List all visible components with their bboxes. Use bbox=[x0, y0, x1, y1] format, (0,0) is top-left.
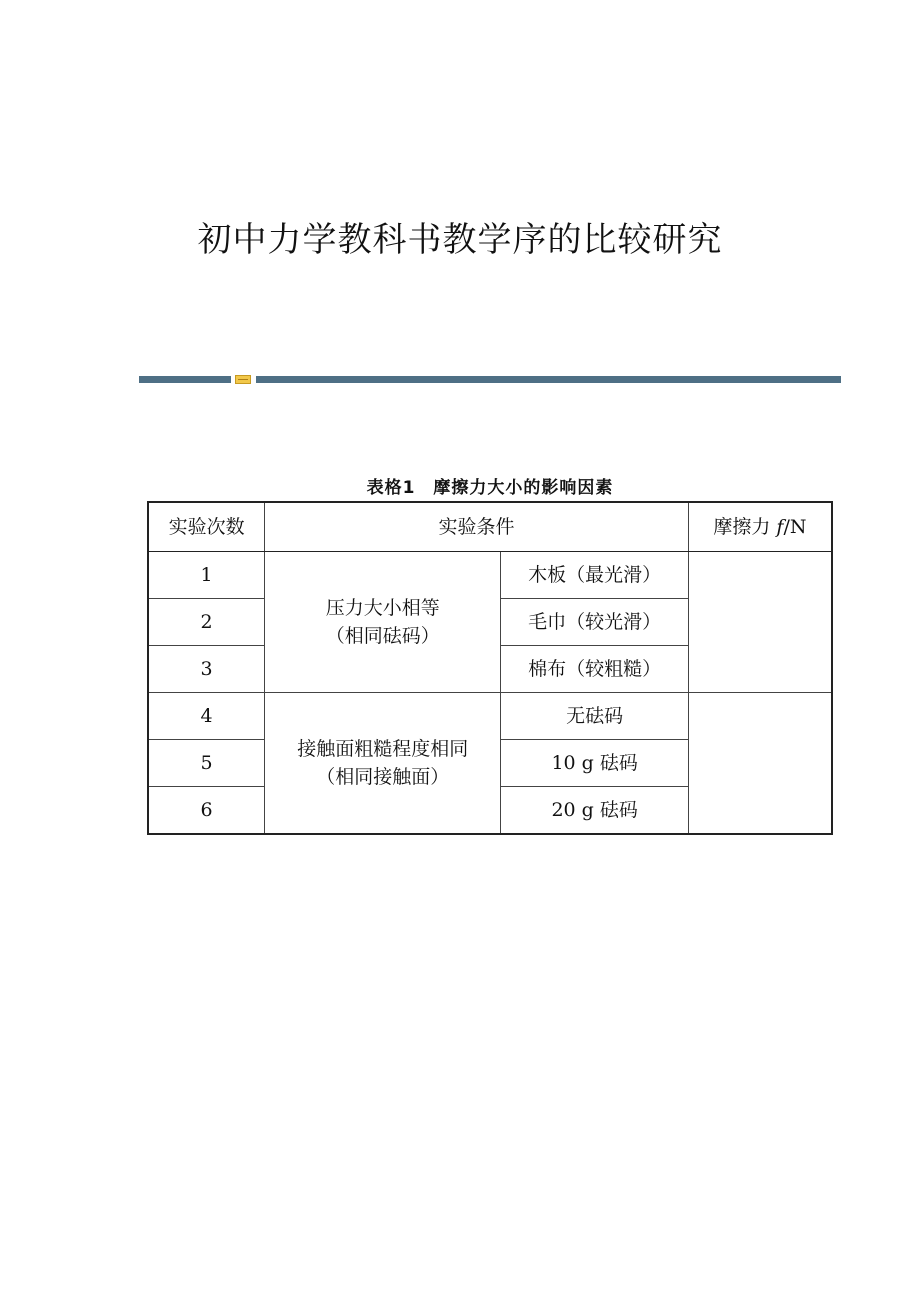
document-title: 初中力学教科书教学序的比较研究 bbox=[197, 220, 723, 260]
section-divider bbox=[139, 375, 841, 384]
variable-cell: 棉布（较粗糙） bbox=[501, 646, 688, 693]
variable-cell: 无砝码 bbox=[501, 693, 688, 740]
divider-bar-right bbox=[256, 376, 841, 383]
condition-cell-group-2 bbox=[265, 693, 501, 834]
condition-line-2: （相同接触面） bbox=[316, 766, 450, 789]
trial-cell: 1 bbox=[148, 552, 265, 599]
variable-cell: 20 g 砝码 bbox=[501, 787, 688, 834]
condition-line-2: （相同砝码） bbox=[325, 625, 440, 648]
table-caption: 表格1 摩擦力大小的影响因素 bbox=[366, 478, 614, 498]
divider-bar-left bbox=[139, 376, 231, 383]
table-row bbox=[148, 552, 832, 599]
condition-cell-group-1 bbox=[265, 552, 501, 693]
header-condition: 实验条件 bbox=[265, 502, 689, 552]
trial-cell: 5 bbox=[148, 740, 265, 787]
variable-cell: 10 g 砝码 bbox=[501, 740, 688, 787]
condition-line-1: 压力大小相等 bbox=[325, 597, 440, 620]
header-friction-unit: /N bbox=[783, 516, 807, 538]
table-row bbox=[148, 693, 832, 740]
variable-cell: 毛巾（较光滑） bbox=[501, 599, 688, 646]
condition-line-1: 接触面粗糙程度相同 bbox=[297, 738, 469, 761]
header-friction-symbol: f bbox=[776, 516, 784, 538]
trial-cell: 2 bbox=[148, 599, 265, 646]
divider-emblem-icon bbox=[235, 375, 251, 384]
friction-cell-group-2 bbox=[688, 693, 832, 834]
header-friction bbox=[688, 502, 832, 552]
friction-factors-table bbox=[147, 501, 833, 835]
trial-cell: 6 bbox=[148, 787, 265, 834]
trial-cell: 4 bbox=[148, 693, 265, 740]
table-header-row bbox=[148, 502, 832, 552]
friction-cell-group-1 bbox=[688, 552, 832, 693]
variable-cell: 木板（最光滑） bbox=[501, 552, 688, 599]
header-trial: 实验次数 bbox=[148, 502, 265, 552]
header-friction-prefix: 摩擦力 bbox=[713, 516, 777, 538]
trial-cell: 3 bbox=[148, 646, 265, 693]
